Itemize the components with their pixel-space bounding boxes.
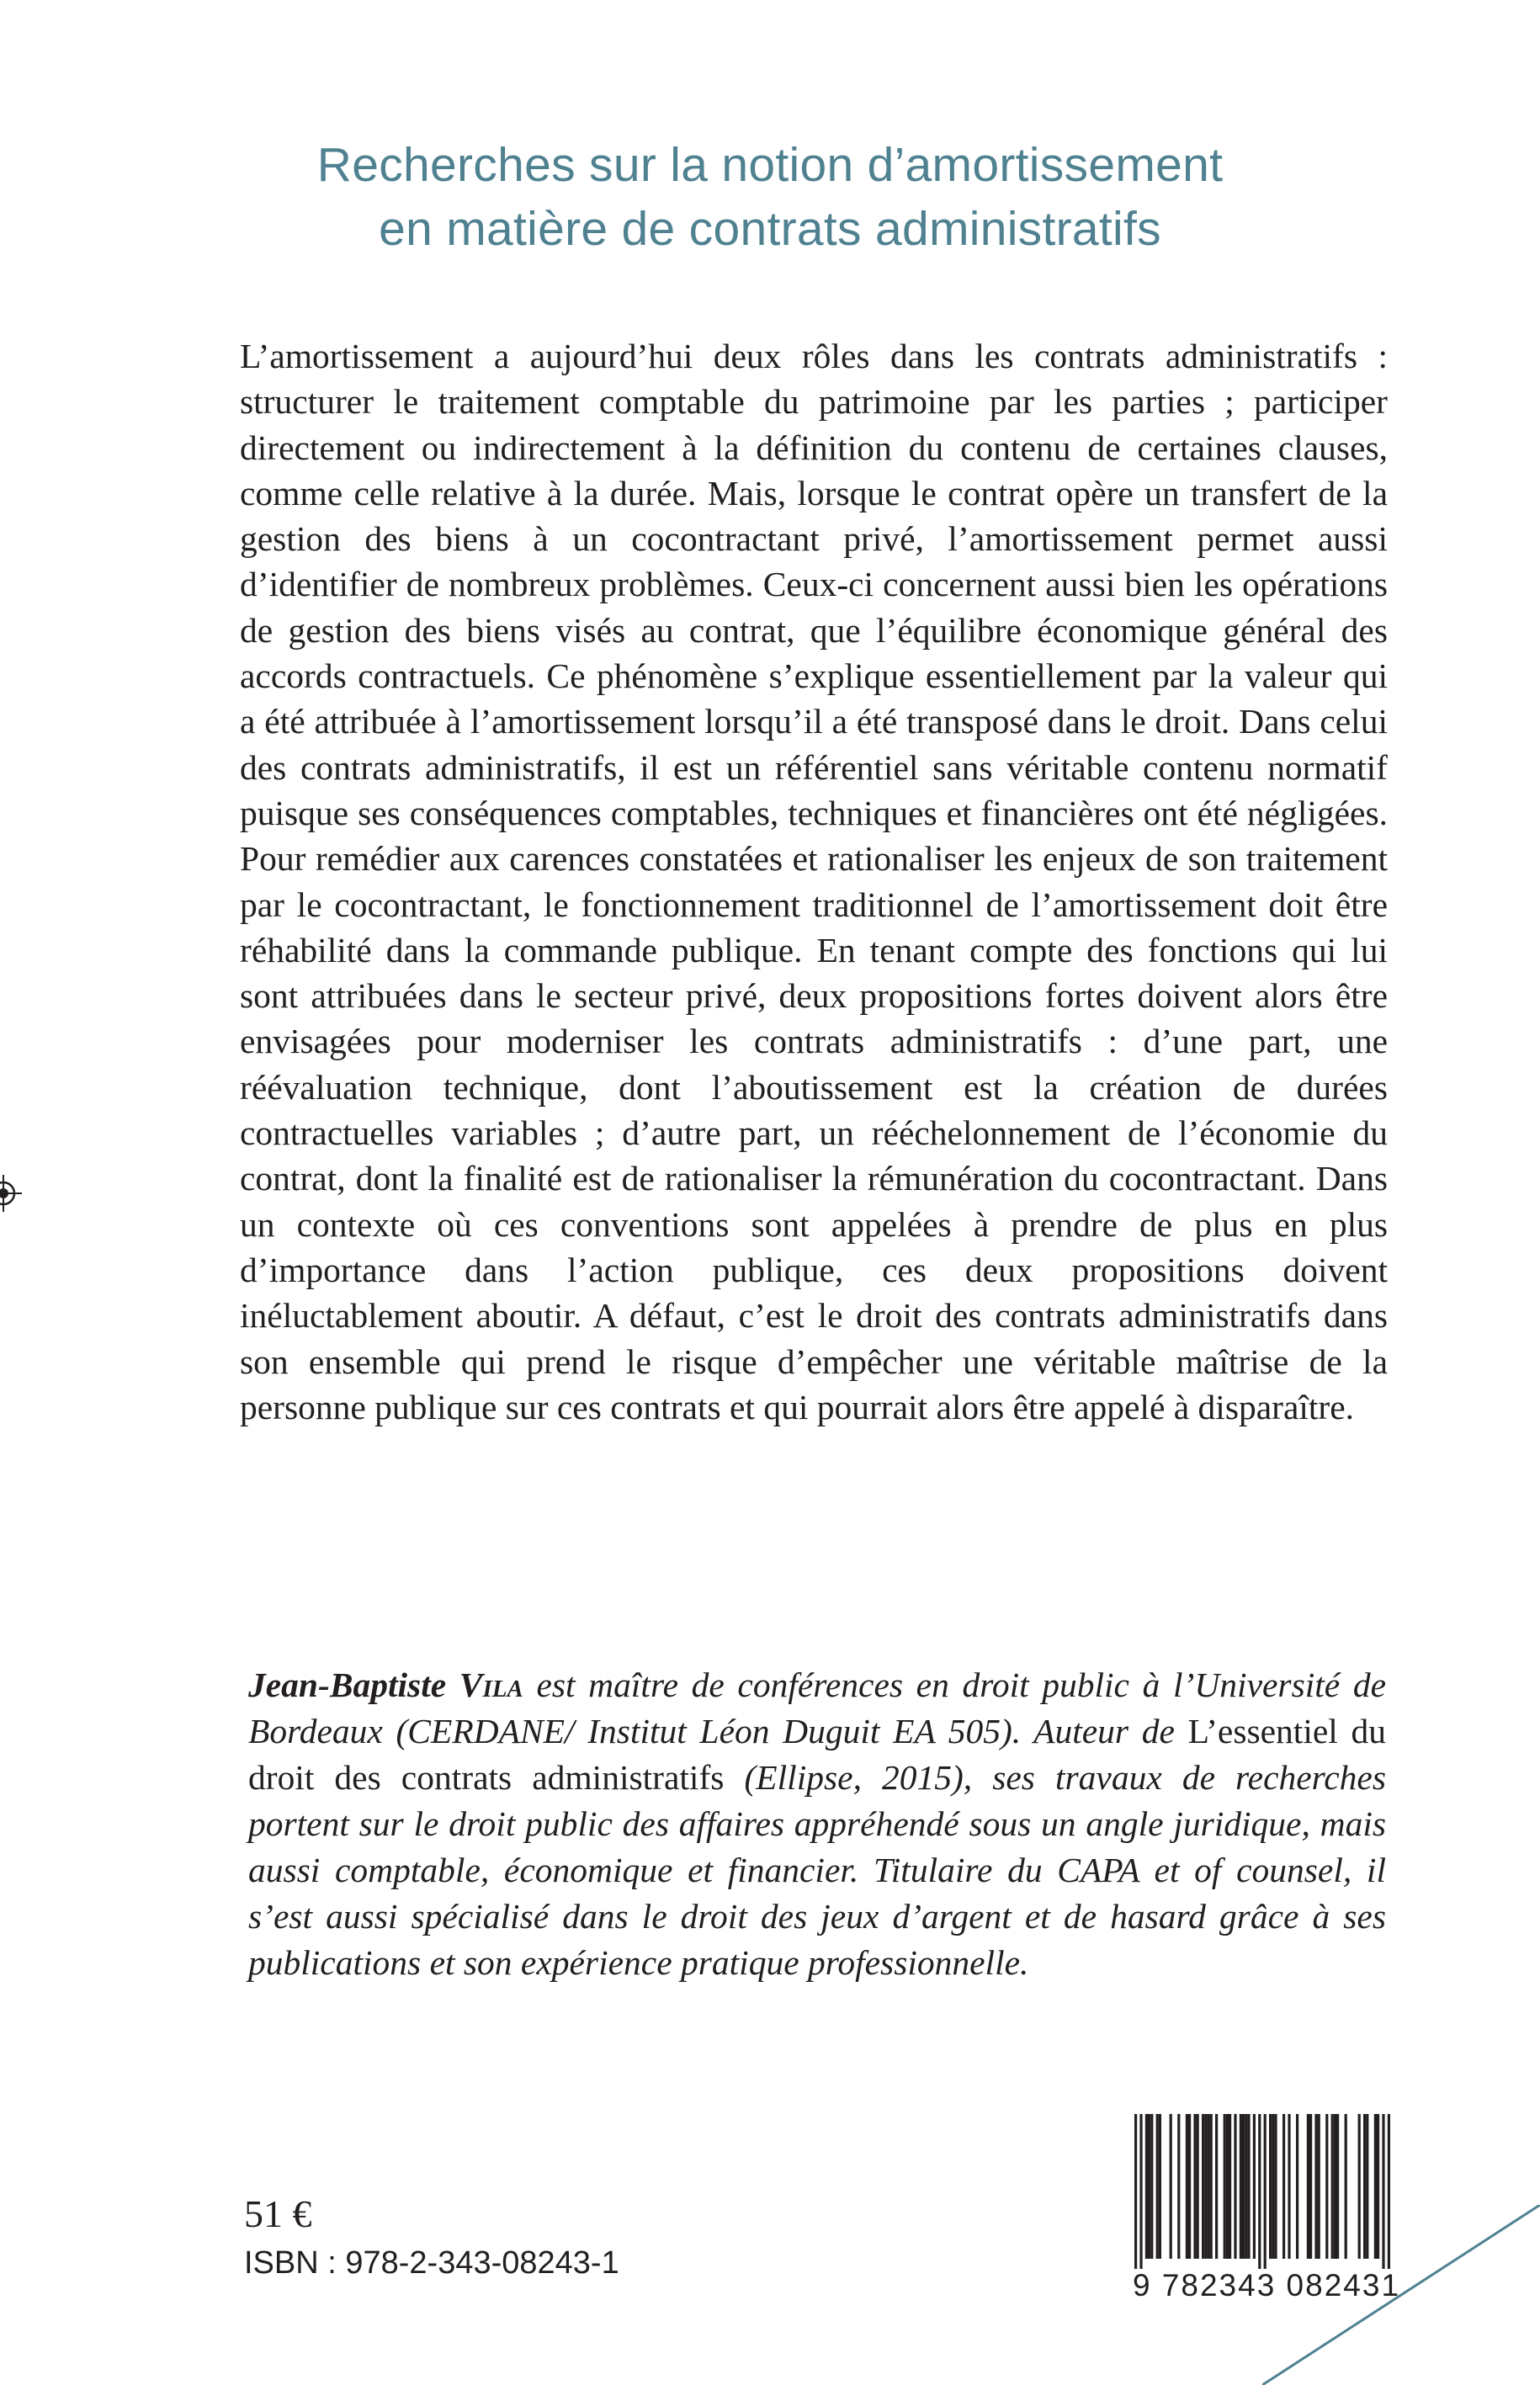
barcode-bar — [1177, 2114, 1180, 2259]
barcode-bar — [1207, 2114, 1209, 2259]
price-label: 51 € — [244, 2192, 312, 2235]
author-bio-paragraph — [248, 1662, 1386, 1986]
barcode-bar — [1139, 2114, 1142, 2269]
isbn-label: ISBN : 978-2-343-08243-1 — [244, 2245, 619, 2281]
bio-book-title: L’essentiel du droit des contrats administratifs — [248, 1712, 1386, 1797]
barcode-bar — [1247, 2114, 1250, 2259]
barcode-bar — [1245, 2114, 1247, 2259]
book-title-line-2: en matière de contrats administratifs — [379, 202, 1161, 256]
book-title-line-1: Recherches sur la notion d’amortissement — [316, 138, 1224, 192]
barcode-bar — [1229, 2114, 1231, 2259]
book-title — [0, 133, 1540, 261]
barcode-bar — [1145, 2114, 1148, 2259]
abstract-paragraph: L’amortissement a aujourd’hui deux rôles dans les contrats administratifs : structurer le traitement comptable du patrimoine par les parties ; participer directement ou indirectement à la définition du contenu de certaines clauses, comme celle relative à la durée. Mais, lorsque le contrat opère un transfert de la gestion des biens à un cocontractant privé, l’amortissement permet aussi d’identifier de nombreux problèmes. Ceux-ci concernent aussi bien les opérations de gestion des biens visés au contrat, que l’équilibre économique général des accords contractuels. Ce phénomène s’explique essentiellement par la valeur qui a été attribuée à l’amortissement lorsqu’il a été transposé dans le droit. Dans celui des contrats administratifs, il est un référentiel sans véritable contenu normatif puisque ses conséquences comptables, techniques et financières ont été négligées. Pour remédier aux carences constatées et rationaliser les enjeux de son traitement par le cocontractant, le fonctionnement traditionnel de l’amortissement doit être réhabilité dans la commande publique. En tenant compte des fonctions qui lui sont attribuées dans le secteur privé, deux propositions fortes doivent alors être envisagées pour moderniser les contrats administratifs : d’une part, une réévaluation technique, dont l’aboutissement est la création de durées contractuelles variables ; d’autre part, un rééchelonnement de l’économie du contrat, dont la finalité est de rationaliser la rémunération du cocontractant. Dans un contexte où ces conventions sont appelées à prendre de plus en plus d’importance dans l’action publique, ces deux propositions doivent inéluctablement aboutir. A défaut, c’est le droit des contrats administratifs dans son ensemble qui prend le risque d’empêcher une véritable maîtrise de la personne publique sur ces contrats et qui pourrait alors être appelé à disparaître. — [240, 337, 1388, 1426]
bio-text-part-2: (Ellipse, 2015), ses travaux de recherches portent sur le droit public des affaires appréhendé sous un angle juridique, mais aussi comptable, économique et financier. Titulaire du CAPA et of counsel, il s’est aussi spécialisé dans le droit des jeux d’argent et de hasard grâce à ses publications et son expérience pratique professionnelle. — [248, 1758, 1387, 1982]
decorative-corner-line — [1262, 2205, 1540, 2385]
barcode-bar — [1258, 2114, 1261, 2269]
barcode-bar — [1170, 2114, 1172, 2259]
barcode-bar — [1148, 2114, 1150, 2259]
barcode-bar — [1159, 2114, 1161, 2259]
barcode-bar — [1226, 2114, 1229, 2259]
barcode-bar — [1193, 2114, 1196, 2259]
barcode-bar — [1210, 2114, 1213, 2259]
barcode-bar — [1224, 2114, 1226, 2259]
author-first-name: Jean-Baptiste — [248, 1665, 447, 1704]
barcode-bar — [1188, 2114, 1191, 2259]
barcode-bar — [1253, 2114, 1256, 2259]
barcode-bar — [1215, 2114, 1218, 2259]
author-last-name: Vila — [459, 1665, 523, 1704]
barcode-bar — [1242, 2114, 1245, 2259]
barcode-digits: 9 782343 082431 — [1132, 2268, 1401, 2303]
barcode-bar — [1234, 2114, 1236, 2259]
barcode-bar — [1202, 2114, 1204, 2259]
barcode-bar — [1134, 2114, 1137, 2269]
barcode-bar — [1197, 2114, 1199, 2259]
barcode-bar — [1240, 2114, 1242, 2259]
bio-text-part-1: est maître de conférences en droit public à l’Université de Bordeaux (CERDANE/ Institut Léon Duguit EA 505). Auteur de — [248, 1665, 1386, 1750]
barcode-bar — [1186, 2114, 1188, 2259]
registration-mark-icon — [0, 1175, 22, 1212]
barcode-bar — [1204, 2114, 1207, 2259]
barcode-bar — [1150, 2114, 1153, 2259]
barcode-bar — [1156, 2114, 1159, 2259]
